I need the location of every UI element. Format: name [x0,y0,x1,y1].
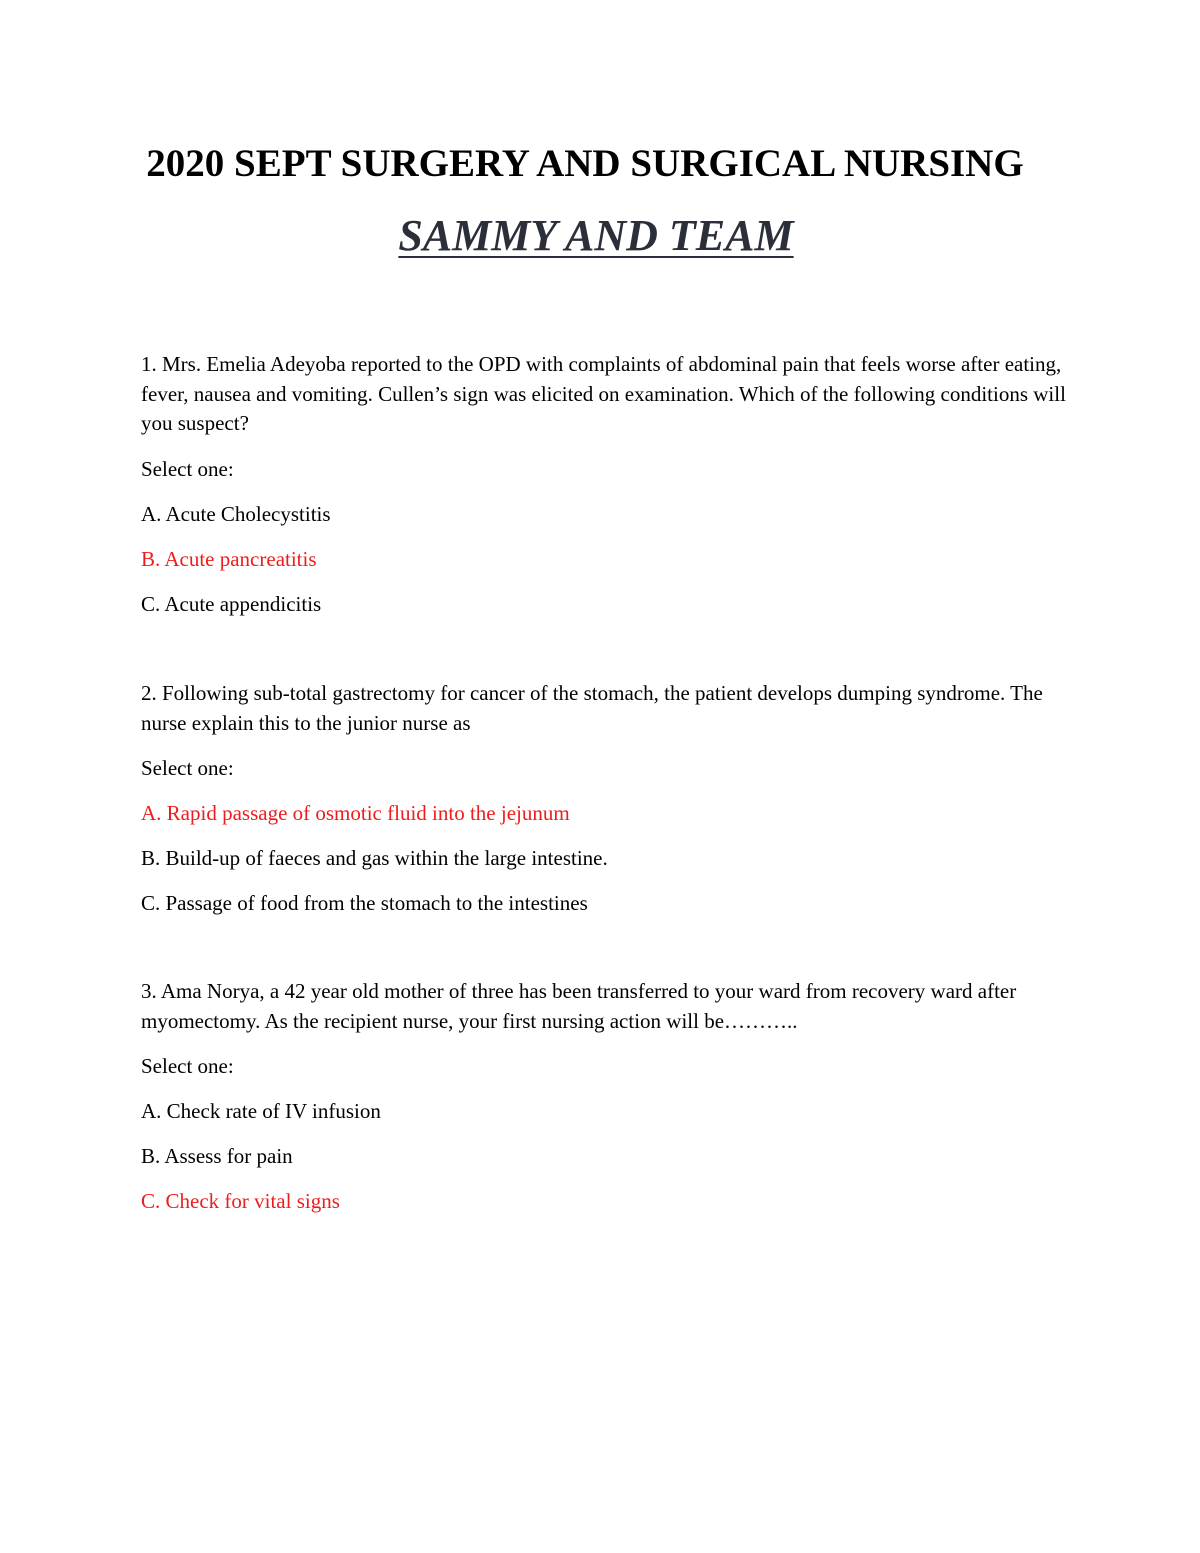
option-a-correct: A. Rapid passage of osmotic fluid into the jejunum [141,801,570,826]
option-b: B. Build-up of faeces and gas within the large intestine. [141,846,608,871]
select-one-label: Select one: [141,756,234,781]
select-one-label: Select one: [141,456,234,481]
option-c: C. Acute appendicitis [141,591,322,616]
question-1 [141,350,1071,619]
option-c: C. Passage of food from the stomach to the intestines [141,891,588,916]
option-b-correct: B. Acute pancreatitis [141,546,317,571]
document-title: 2020 SEPT SURGERY AND SURGICAL NURSING [146,142,1024,185]
question-text: 1. Mrs. Emelia Adeyoba reported to the OPD with complaints of abdominal pain that feels worse after eating, fever, nausea and vomiting. Cullen’s sign was elicited on examination. Which of the following conditions will you suspect? [141,352,1066,436]
option-b: B. Assess for pain [141,1144,293,1169]
option-a: A. Acute Cholecystitis [141,501,331,526]
option-c-correct: C. Check for vital signs [141,1189,340,1214]
question-text: 2. Following sub-total gastrectomy for cancer of the stomach, the patient develops dumping syndrome. The nurse explain this to the junior nurse as [141,681,1043,735]
question-3 [141,977,1071,1216]
document-subtitle: SAMMY AND TEAM [398,211,794,260]
question-2 [141,679,1071,918]
option-a: A. Check rate of IV infusion [141,1099,381,1124]
select-one-label: Select one: [141,1054,234,1079]
question-text: 3. Ama Norya, a 42 year old mother of three has been transferred to your ward from recovery ward after myomectomy. As the recipient nurse, your first nursing action will be……….. [141,979,1017,1033]
